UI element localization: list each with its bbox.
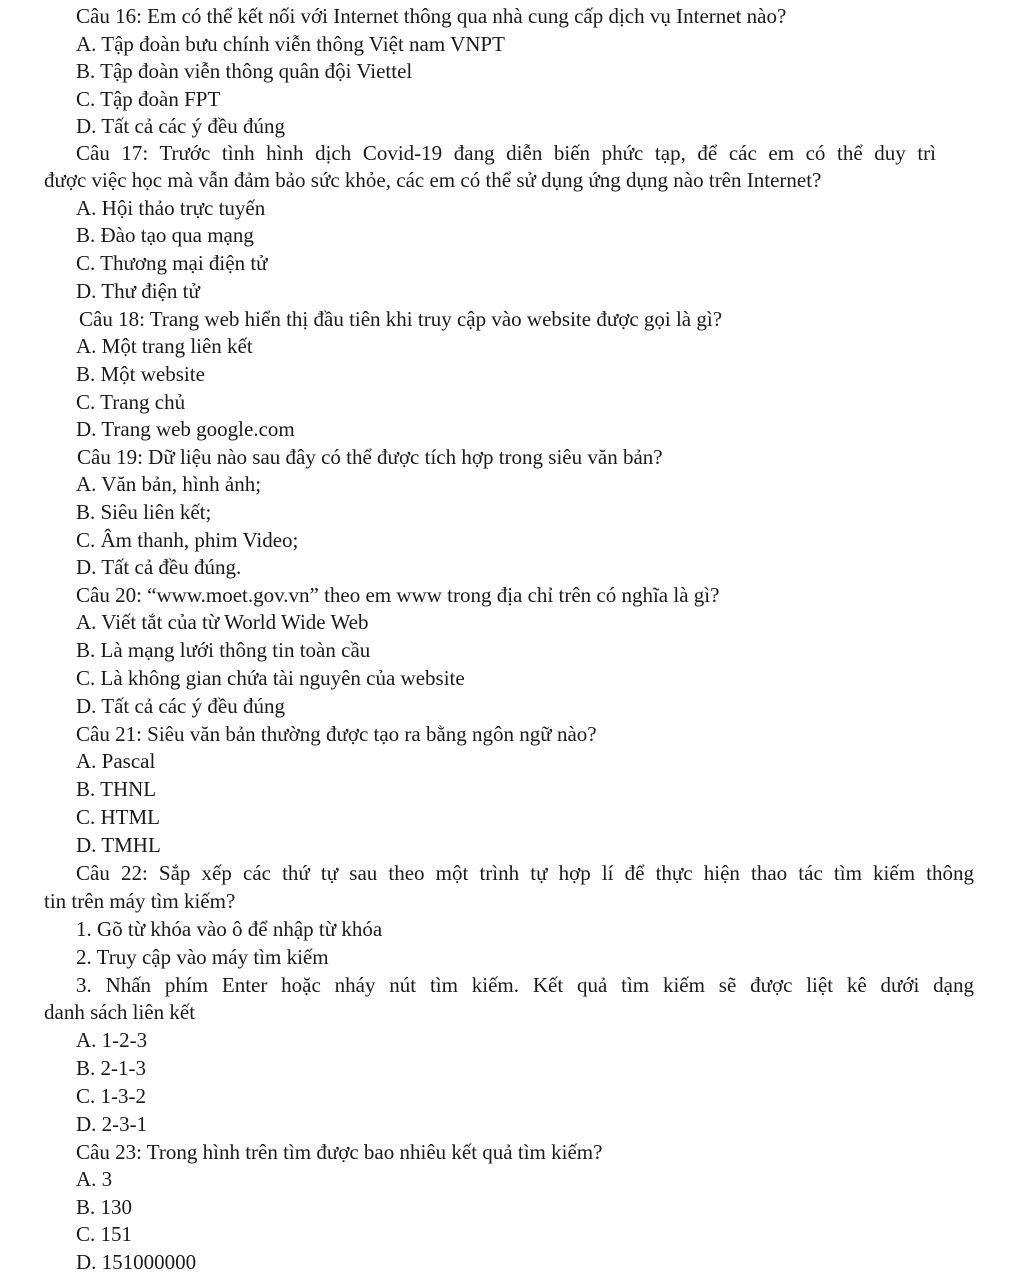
- answer-option: B. 2-1-3: [76, 1056, 146, 1080]
- answer-option: A. Hội thảo trực tuyến: [76, 196, 266, 220]
- answer-option: D. 151000000: [76, 1250, 197, 1274]
- answer-option: C. 151: [76, 1222, 133, 1246]
- question-stem-line: được việc học mà vẫn đảm bảo sức khỏe, các em có thể sử dụng ứng dụng nào trên Internet?: [44, 168, 822, 192]
- question-stem-line: tin trên máy tìm kiếm?: [44, 889, 236, 913]
- question-stem-line: 2. Truy cập vào máy tìm kiếm: [76, 945, 329, 969]
- answer-option: D. 2-3-1: [76, 1112, 148, 1136]
- answer-option: D. Tất cả các ý đều đúng: [76, 114, 285, 138]
- answer-option: B. Siêu liên kết;: [76, 500, 212, 524]
- answer-option: A. Một trang liên kết: [76, 334, 253, 358]
- answer-option: A. Văn bản, hình ảnh;: [76, 472, 262, 496]
- question-stem-line: danh sách liên kết: [44, 1000, 196, 1024]
- question-stem-line: 3. Nhấn phím Enter hoặc nháy nút tìm kiếm. Kết quả tìm kiếm sẽ được liệt kê dưới dạng: [76, 973, 974, 997]
- answer-option: B. THNL: [76, 777, 157, 801]
- answer-option: B. Một website: [76, 362, 205, 386]
- answer-option: C. Âm thanh, phim Video;: [76, 528, 299, 552]
- answer-option: A. Tập đoàn bưu chính viễn thông Việt nam VNPT: [76, 32, 505, 56]
- question-stem: Câu 18: Trang web hiển thị đầu tiên khi truy cập vào website được gọi là gì?: [79, 307, 723, 331]
- question-stem: Câu 20: “www.moet.gov.vn” theo em www trong địa chỉ trên có nghĩa là gì?: [76, 583, 720, 607]
- answer-option: A. Viết tắt của từ World Wide Web: [76, 610, 369, 634]
- question-stem: Câu 21: Siêu văn bản thường được tạo ra bằng ngôn ngữ nào?: [76, 722, 597, 746]
- question-stem-line: 1. Gõ từ khóa vào ô để nhập từ khóa: [76, 917, 383, 941]
- question-stem: Câu 23: Trong hình trên tìm được bao nhiêu kết quả tìm kiếm?: [76, 1140, 603, 1164]
- answer-option: B. Là mạng lưới thông tin toàn cầu: [76, 638, 371, 662]
- answer-option: C. Là không gian chứa tài nguyên của website: [76, 666, 465, 690]
- answer-option: D. TMHL: [76, 833, 161, 857]
- question-stem: Câu 22: Sắp xếp các thứ tự sau theo một trình tự hợp lí để thực hiện thao tác tìm kiếm thông: [76, 861, 974, 885]
- answer-option: C. HTML: [76, 805, 160, 829]
- answer-option: B. 130: [76, 1195, 133, 1219]
- answer-option: A. Pascal: [76, 749, 156, 773]
- answer-option: C. Tập đoàn FPT: [76, 87, 221, 111]
- answer-option: D. Thư điện tử: [76, 279, 200, 303]
- answer-option: C. Thương mại điện tử: [76, 251, 268, 275]
- answer-option: D. Tất cả các ý đều đúng: [76, 694, 285, 718]
- answer-option: C. 1-3-2: [76, 1084, 146, 1108]
- answer-option: B. Đào tạo qua mạng: [76, 223, 254, 247]
- answer-option: A. 3: [76, 1167, 113, 1191]
- answer-option: B. Tập đoàn viễn thông quân đội Viettel: [76, 59, 413, 83]
- question-stem: Câu 17: Trước tình hình dịch Covid-19 đang diễn biến phức tạp, để các em có thể duy trì: [76, 141, 936, 165]
- answer-option: D. Tất cả đều đúng.: [76, 555, 242, 579]
- answer-option: A. 1-2-3: [76, 1028, 148, 1052]
- answer-option: C. Trang chủ: [76, 390, 186, 414]
- answer-option: D. Trang web google.com: [76, 417, 295, 441]
- question-stem: Câu 16: Em có thể kết nối với Internet thông qua nhà cung cấp dịch vụ Internet nào?: [76, 4, 787, 28]
- question-stem: Câu 19: Dữ liệu nào sau đây có thể được tích hợp trong siêu văn bản?: [77, 445, 663, 469]
